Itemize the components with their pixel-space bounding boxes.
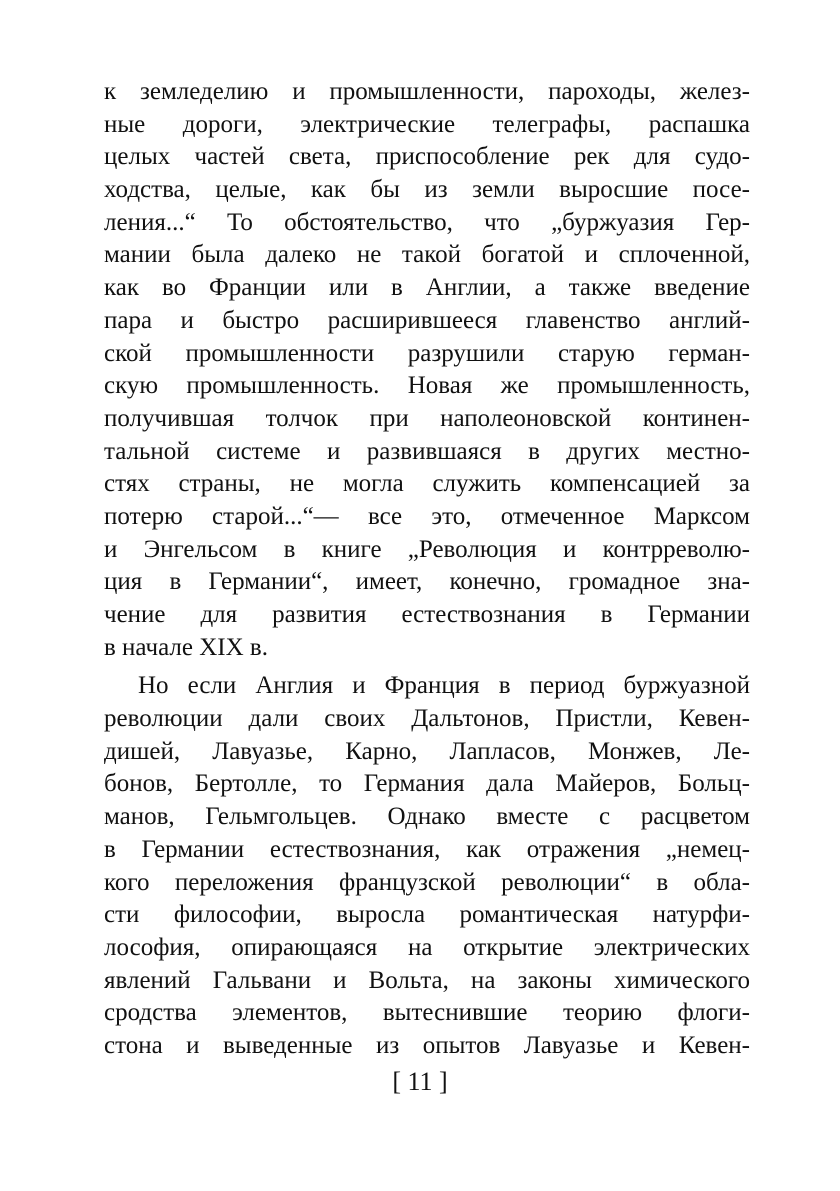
paragraph xyxy=(104,670,750,1062)
text-line: потерю старой...“— все это, отмеченное Марксом xyxy=(104,502,750,530)
text-line: и Энгельсом в книге „Революция и контрреволю- xyxy=(104,535,750,563)
text-line: мании была далеко не такой богатой и сплоченной, xyxy=(104,241,750,269)
text-line: скую промышленность. Новая же промышленность, xyxy=(104,372,750,400)
text-line: лософия, опирающаяся на открытие электрических xyxy=(104,933,750,961)
text-line: манов, Гельмгольцев. Однако вместе с расцветом xyxy=(104,803,750,831)
page-number: [ 11 ] xyxy=(392,1067,448,1096)
text-line: стях страны, не могла служить компенсацией за xyxy=(104,470,750,498)
text-line: ные дороги, электрические телеграфы, распашка xyxy=(104,110,750,138)
paragraph xyxy=(104,76,750,664)
text-line: кого переложения французской революции“ в обла- xyxy=(104,868,750,896)
text-line: дишей, Лавуазье, Карно, Лапласов, Монжев, Ле- xyxy=(104,737,750,765)
text-line: к земледелию и промышленности, пароходы, желез- xyxy=(104,78,750,105)
text-line: целых частей света, приспособление рек для судо- xyxy=(104,143,750,171)
text-line: бонов, Бертолле, то Германия дала Майеров, Больц- xyxy=(104,770,750,798)
text-line: как во Франции или в Англии, а также введение xyxy=(104,274,750,302)
text-line: ция в Германии“, имеет, конечно, громадное зна- xyxy=(104,568,750,596)
text-line: пара и быстро расширившееся главенство англий- xyxy=(104,306,750,334)
text-line: тальной системе и развившаяся в других местно- xyxy=(104,437,750,465)
text-line: сти философии, выросла романтическая натурфи- xyxy=(104,901,750,929)
text-line: явлений Гальвани и Вольта, на законы химического xyxy=(104,966,750,994)
text-line: чение для развития естествознания в Германии xyxy=(104,601,750,628)
text-line: ской промышленности разрушили старую герман- xyxy=(104,339,750,367)
text-line: получившая толчок при наполеоновской континен- xyxy=(104,404,750,432)
text-line: ления...“ То обстоятельство, что „буржуазия Гер- xyxy=(104,208,750,236)
body-text xyxy=(104,76,750,1063)
text-line: сродства элементов, вытеснившие теорию флоги- xyxy=(104,999,750,1027)
text-line: революции дали своих Дальтонов, Пристли, Кевен- xyxy=(104,705,750,733)
text-line: ходства, целые, как бы из земли выросшие посе- xyxy=(104,176,750,204)
text-line: стона и выведенные из опытов Лавуазье и Кевен- xyxy=(104,1031,750,1059)
text-line: Но если Англия и Франция в период буржуазной xyxy=(138,672,750,700)
text-line: в начале XIX в. xyxy=(104,633,268,661)
text-line: в Германии естествознания, как отражения „немец- xyxy=(104,835,750,863)
